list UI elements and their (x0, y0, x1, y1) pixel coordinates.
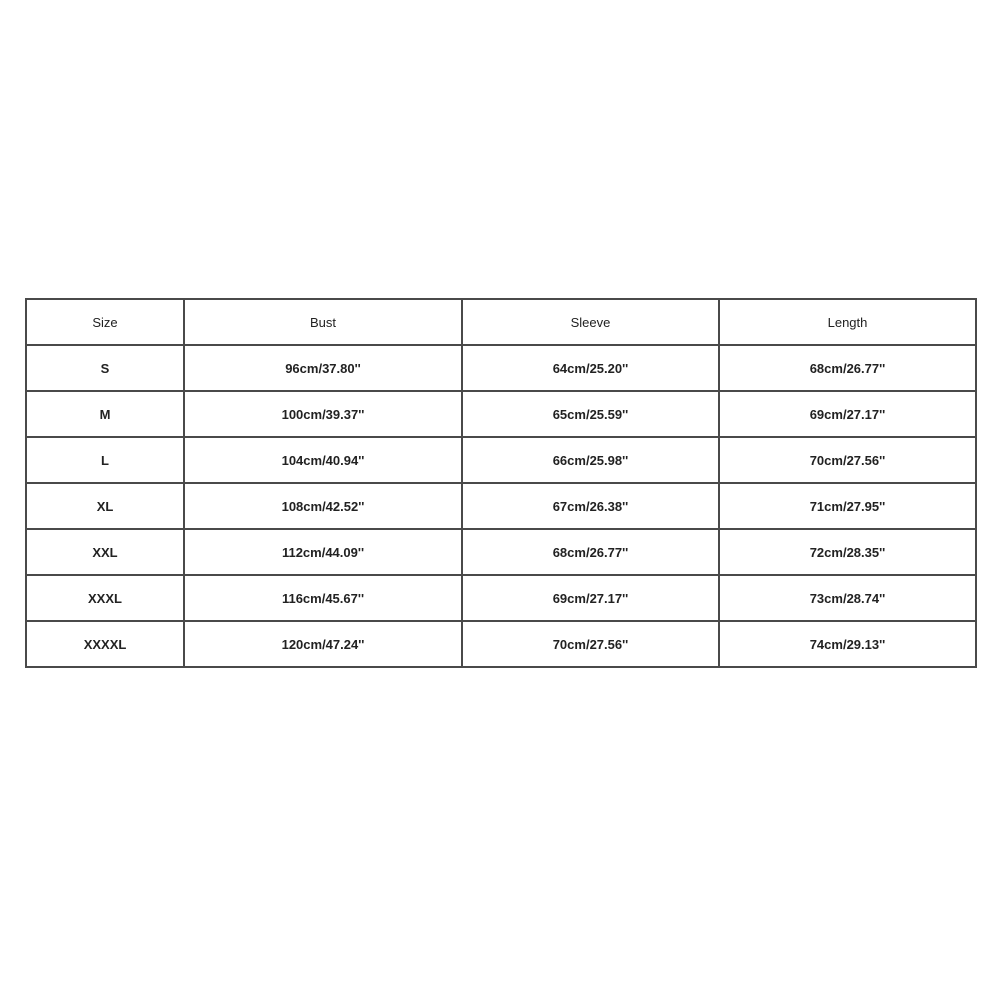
cell-size: M (26, 391, 184, 437)
header-length: Length (719, 299, 976, 345)
table-row (26, 483, 976, 529)
cell-length: 73cm/28.74'' (719, 575, 976, 621)
cell-bust: 108cm/42.52'' (184, 483, 462, 529)
header-row (26, 299, 976, 345)
cell-length: 72cm/28.35'' (719, 529, 976, 575)
cell-length: 69cm/27.17'' (719, 391, 976, 437)
cell-size: S (26, 345, 184, 391)
cell-bust: 100cm/39.37'' (184, 391, 462, 437)
cell-length: 68cm/26.77'' (719, 345, 976, 391)
cell-sleeve: 65cm/25.59'' (462, 391, 719, 437)
cell-bust: 112cm/44.09'' (184, 529, 462, 575)
cell-length: 70cm/27.56'' (719, 437, 976, 483)
cell-size: XL (26, 483, 184, 529)
cell-bust: 96cm/37.80'' (184, 345, 462, 391)
cell-sleeve: 69cm/27.17'' (462, 575, 719, 621)
header-sleeve: Sleeve (462, 299, 719, 345)
cell-bust: 104cm/40.94'' (184, 437, 462, 483)
table-row (26, 621, 976, 667)
cell-sleeve: 68cm/26.77'' (462, 529, 719, 575)
cell-size: XXL (26, 529, 184, 575)
table-row (26, 391, 976, 437)
cell-sleeve: 66cm/25.98'' (462, 437, 719, 483)
table-row (26, 345, 976, 391)
cell-sleeve: 70cm/27.56'' (462, 621, 719, 667)
table-row (26, 437, 976, 483)
header-bust: Bust (184, 299, 462, 345)
cell-bust: 120cm/47.24'' (184, 621, 462, 667)
cell-size: XXXL (26, 575, 184, 621)
size-chart-header (26, 299, 976, 345)
cell-sleeve: 64cm/25.20'' (462, 345, 719, 391)
cell-size: XXXXL (26, 621, 184, 667)
table-row (26, 575, 976, 621)
header-size: Size (26, 299, 184, 345)
cell-size: L (26, 437, 184, 483)
cell-length: 71cm/27.95'' (719, 483, 976, 529)
size-chart-table (25, 298, 977, 668)
table-row (26, 529, 976, 575)
size-chart-body (26, 345, 976, 667)
cell-bust: 116cm/45.67'' (184, 575, 462, 621)
cell-sleeve: 67cm/26.38'' (462, 483, 719, 529)
cell-length: 74cm/29.13'' (719, 621, 976, 667)
